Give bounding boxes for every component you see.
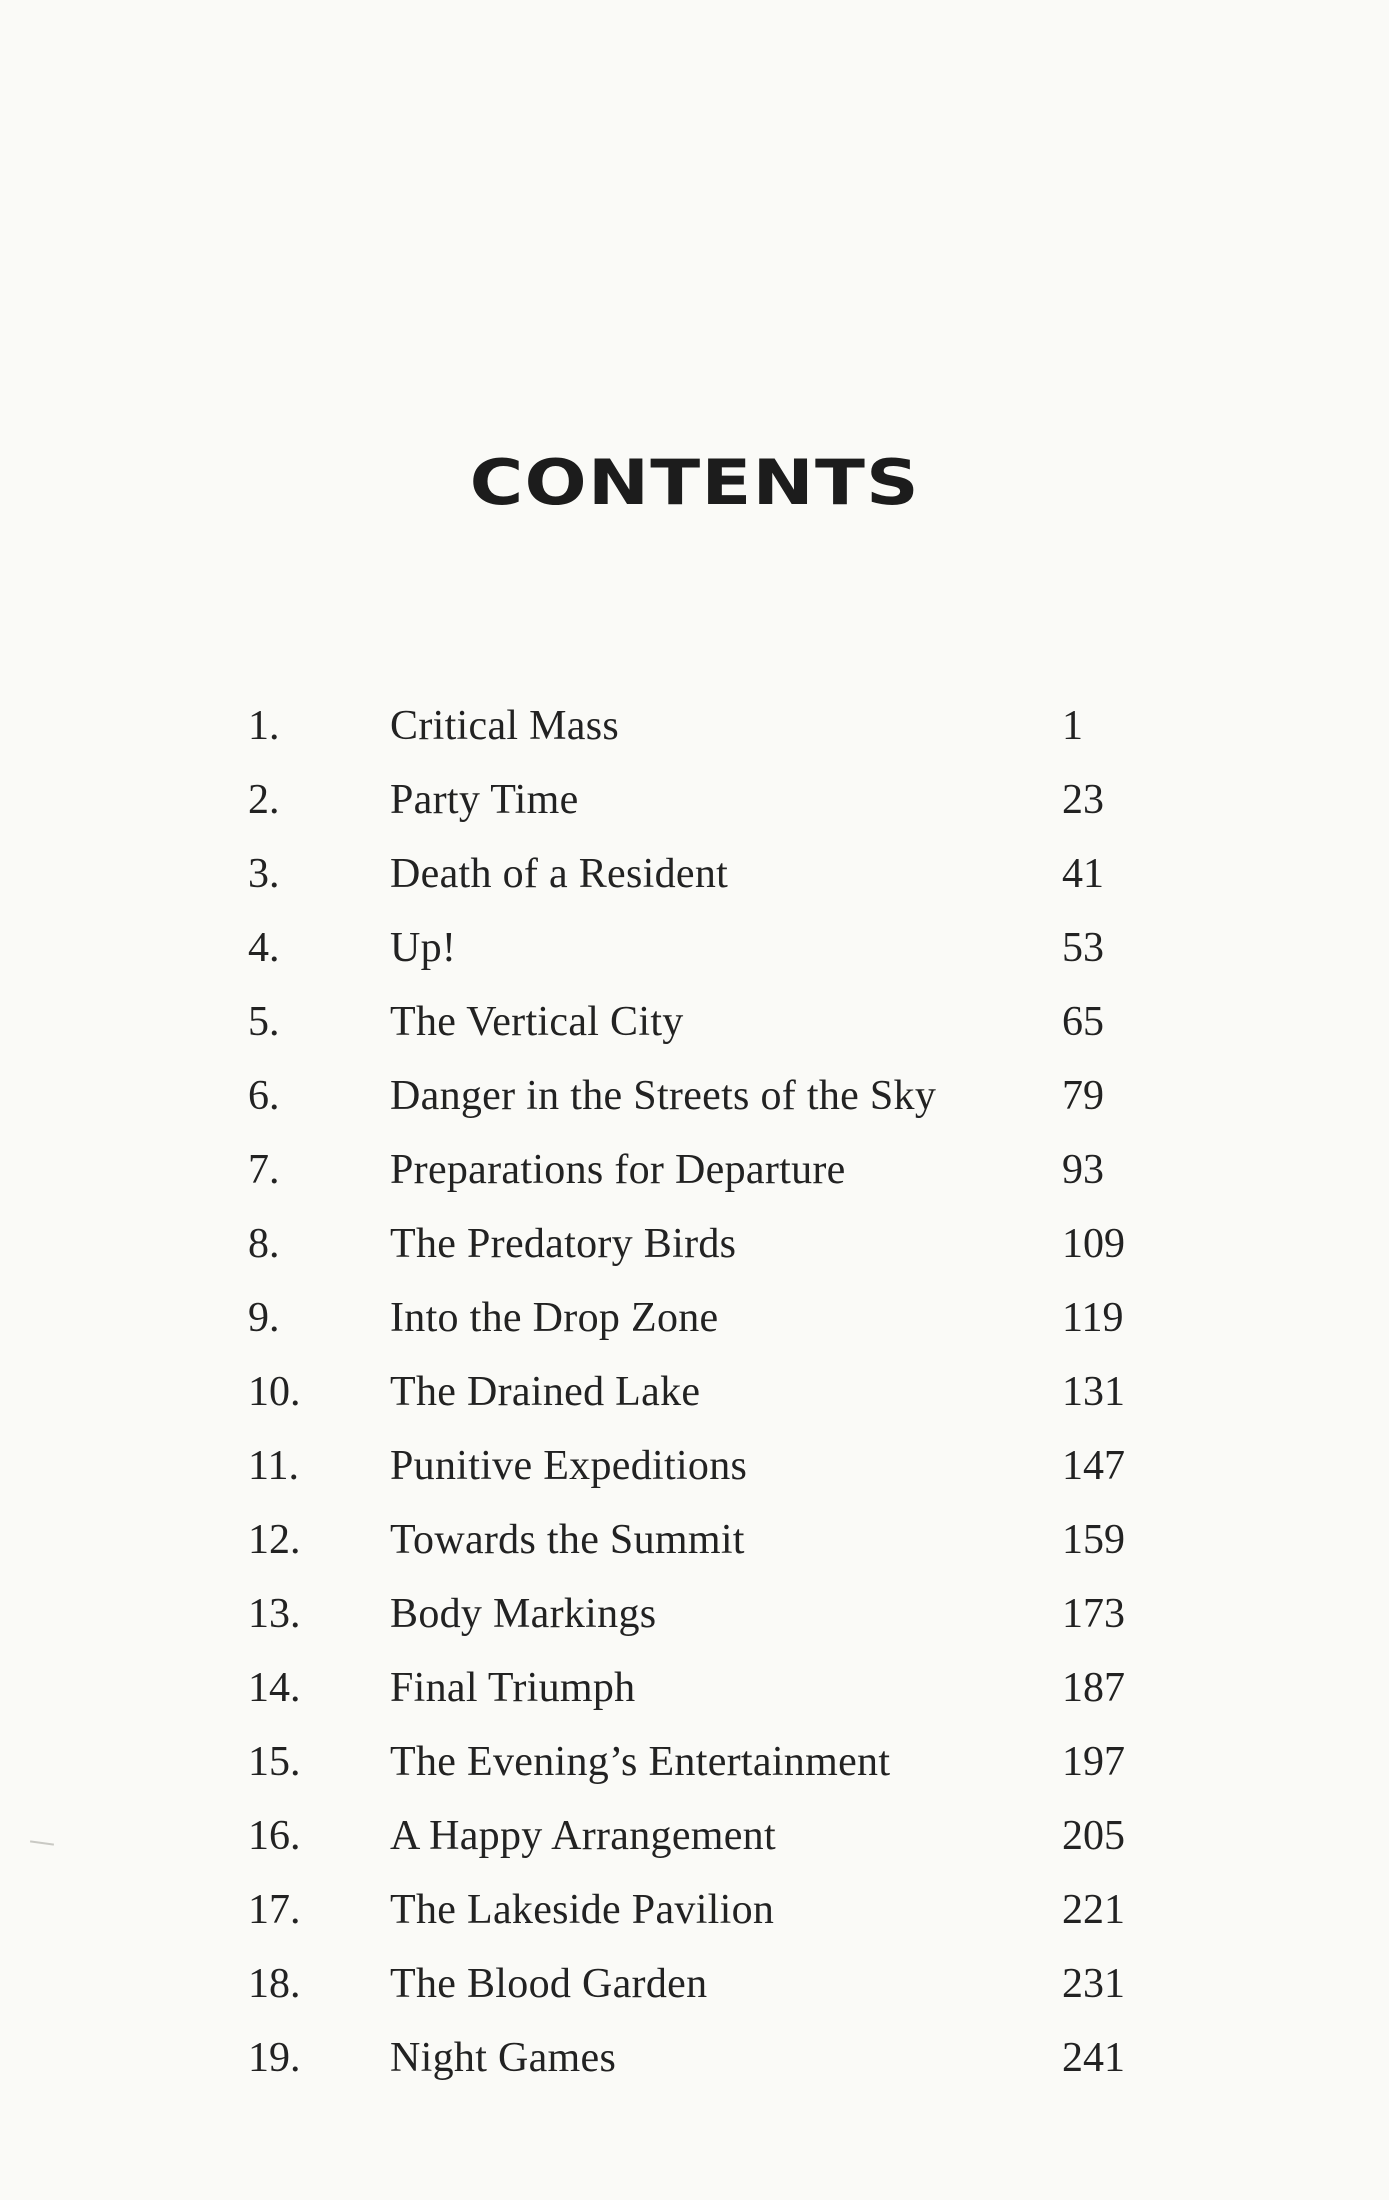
toc-entry — [0, 1806, 1389, 1866]
chapter-page: 147 — [1062, 1443, 1125, 1489]
chapter-title: Preparations for Departure — [390, 1147, 846, 1193]
toc-entry — [0, 1658, 1389, 1718]
chapter-page: 173 — [1062, 1591, 1125, 1637]
chapter-title: Death of a Resident — [390, 851, 729, 897]
chapter-number: 17. — [248, 1887, 301, 1933]
toc-entry — [0, 1510, 1389, 1570]
chapter-number: 11. — [248, 1443, 299, 1489]
chapter-page: 79 — [1062, 1073, 1104, 1119]
chapter-title: A Happy Arrangement — [390, 1813, 776, 1859]
chapter-title: The Evening’s Entertainment — [390, 1739, 891, 1785]
chapter-title: Party Time — [390, 777, 579, 823]
toc-entry — [0, 1584, 1389, 1644]
chapter-title: Up! — [390, 925, 457, 971]
chapter-number: 8. — [248, 1221, 280, 1267]
chapter-page: 231 — [1062, 1961, 1125, 2007]
chapter-title: The Predatory Birds — [390, 1221, 737, 1267]
chapter-number: 13. — [248, 1591, 301, 1637]
chapter-number: 19. — [248, 2035, 301, 2081]
chapter-number: 15. — [248, 1739, 301, 1785]
toc-entry — [0, 1436, 1389, 1496]
toc-entry — [0, 1732, 1389, 1792]
chapter-number: 1. — [248, 703, 280, 749]
chapter-title: Danger in the Streets of the Sky — [390, 1073, 937, 1119]
chapter-page: 119 — [1062, 1295, 1124, 1341]
chapter-page: 1 — [1062, 703, 1083, 749]
chapter-title: The Drained Lake — [390, 1369, 701, 1415]
chapter-number: 16. — [248, 1813, 301, 1859]
chapter-title: Into the Drop Zone — [390, 1295, 719, 1341]
chapter-number: 18. — [248, 1961, 301, 2007]
chapter-number: 12. — [248, 1517, 301, 1563]
toc-entry — [0, 770, 1389, 830]
chapter-page: 159 — [1062, 1517, 1125, 1563]
chapter-number: 7. — [248, 1147, 280, 1193]
chapter-number: 10. — [248, 1369, 301, 1415]
chapter-title: Night Games — [390, 2035, 617, 2081]
chapter-title: Towards the Summit — [390, 1517, 745, 1563]
toc-entry — [0, 696, 1389, 756]
toc-entry — [0, 1362, 1389, 1422]
chapter-title: The Blood Garden — [390, 1961, 708, 2007]
chapter-page: 197 — [1062, 1739, 1125, 1785]
chapter-page: 187 — [1062, 1665, 1125, 1711]
chapter-page: 205 — [1062, 1813, 1125, 1859]
chapter-page: 53 — [1062, 925, 1104, 971]
chapter-number: 3. — [248, 851, 280, 897]
chapter-number: 9. — [248, 1295, 280, 1341]
chapter-number: 2. — [248, 777, 280, 823]
toc-entry — [0, 1140, 1389, 1200]
chapter-page: 41 — [1062, 851, 1104, 897]
toc-entry — [0, 1288, 1389, 1348]
chapter-page: 65 — [1062, 999, 1104, 1045]
chapter-page: 23 — [1062, 777, 1104, 823]
toc-entry — [0, 992, 1389, 1052]
chapter-number: 6. — [248, 1073, 280, 1119]
chapter-page: 109 — [1062, 1221, 1125, 1267]
chapter-number: 4. — [248, 925, 280, 971]
chapter-page: 131 — [1062, 1369, 1125, 1415]
chapter-page: 221 — [1062, 1887, 1125, 1933]
chapter-page: 241 — [1062, 2035, 1125, 2081]
chapter-title: Critical Mass — [390, 703, 620, 749]
toc-entry — [0, 844, 1389, 904]
chapter-number: 14. — [248, 1665, 301, 1711]
contents-heading-text: CONTENTS — [469, 446, 920, 519]
chapter-number: 5. — [248, 999, 280, 1045]
chapter-title: Body Markings — [390, 1591, 657, 1637]
chapter-title: The Lakeside Pavilion — [390, 1887, 775, 1933]
chapter-title: The Vertical City — [390, 999, 684, 1045]
toc-entry — [0, 1066, 1389, 1126]
toc-entry — [0, 918, 1389, 978]
chapter-page: 93 — [1062, 1147, 1104, 1193]
toc-entry — [0, 1954, 1389, 2014]
toc-entry — [0, 2028, 1389, 2088]
chapter-title: Punitive Expeditions — [390, 1443, 748, 1489]
toc-entry — [0, 1214, 1389, 1274]
toc-entry — [0, 1880, 1389, 1940]
chapter-title: Final Triumph — [390, 1665, 636, 1711]
